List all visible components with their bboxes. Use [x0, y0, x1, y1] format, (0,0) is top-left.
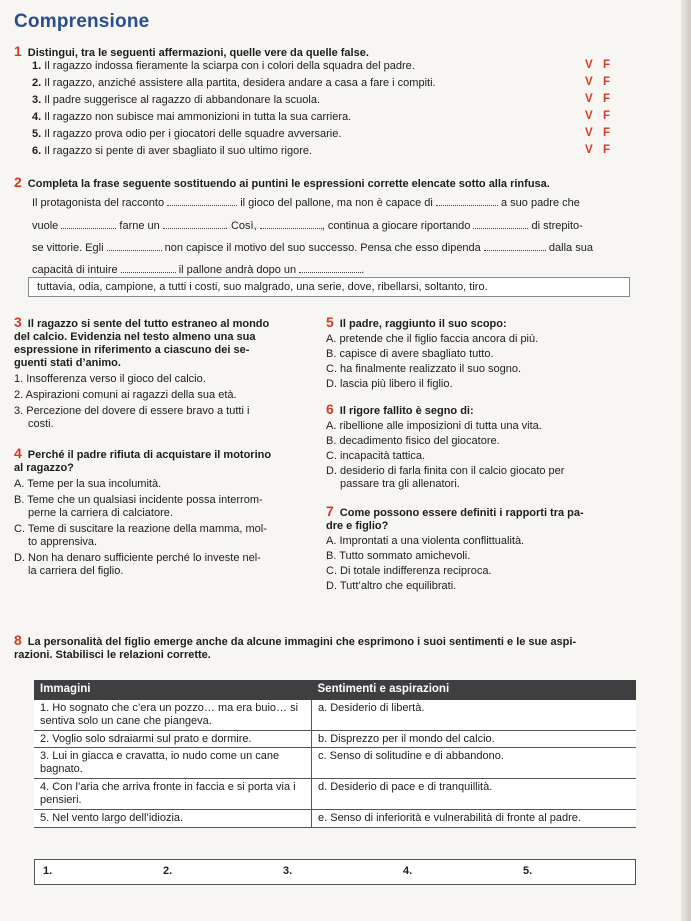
q1-item: 2. Il ragazzo, anziché assistere alla partita, desidera andare a casa a fare i compiti. — [32, 77, 436, 89]
q3-item: 2. Aspirazioni comuni ai ragazzi della sua età. — [14, 388, 237, 401]
q1-item: 4. Il ragazzo non subisce mai ammonizioni in tutta la sua carriera. — [32, 111, 352, 123]
table-row: 4. Con l’aria che arriva fronte in faccia e si porta via i pensieri. d. Desiderio di pace e di tranquillità. — [34, 779, 636, 810]
table-row: 5. Nel vento largo dell’idiozia. e. Senso di inferiorità e vulnerabilità di fronte al padre. — [34, 810, 636, 828]
vf-choice[interactable] — [585, 59, 635, 73]
true-option[interactable]: V — [585, 76, 593, 88]
q3-item: 1. Insofferenza verso il gioco del calcio. — [14, 372, 206, 385]
q2-line-1: Il protagonista del racconto il gioco del pallone, ma non è capace di a suo padre che — [32, 197, 580, 209]
table-row: 2. Voglio solo sdraiarmi sul prato e dormire. b. Disprezzo per il mondo del calcio. — [34, 730, 636, 748]
left-column: 3 Il ragazzo si sente del tutto estraneo al mondo del calcio. Evidenzia nel testo almeno una sua espressione in riferimento a ciascuno dei se- guenti stati d’animo. 1. Insofferenza verso il gioco del calcio. 2. Aspirazioni comuni ai ragazzi della sua età. 3. Percezione del dovere di essere bravo a tutti i costi. 4 Perché il padre rifiuta di acquistare il motorino al ragazzo? A. Teme per la sua incolumità. B. Teme che un qualsiasi incidente possa interrom- perne la carriera di calciatore. C. Teme di suscitare la reazione della mamma, mol- to apprensiva. D. Non ha denaro sufficiente perché lo investe nel- la carriera del figlio. — [14, 314, 314, 577]
q3-heading: 3 Il ragazzo si sente del tutto estraneo al mondo — [14, 314, 270, 330]
fill-blank[interactable] — [260, 219, 322, 229]
q2-line-3: se vittorie. Egli non capisce il motivo del suo successo. Pensa che esso dipenda dalla sua — [32, 242, 593, 254]
q2-line-2: vuole farne un . Così, , continua a giocare riportando di strepito- — [32, 220, 583, 232]
vf-choice[interactable] — [585, 127, 635, 141]
q4-option-b[interactable]: B. Teme che un qualsiasi incidente possa interrom- — [14, 493, 263, 506]
vf-choice[interactable] — [585, 76, 635, 90]
q2-heading: Completa la frase seguente sostituendo ai puntini le espressioni corrette elencate sotto alla rinfusa. — [27, 178, 550, 190]
fill-blank[interactable] — [473, 219, 528, 229]
q1-item: 3. Il padre suggerisce al ragazzo di abbandonare la scuola. — [32, 94, 321, 106]
q8-heading-row: 8 La personalità del figlio emerge anche da alcune immagini che esprimono i suoi sentimenti e le sue aspi- razioni. Stabilisci le relazioni corrette. — [14, 632, 577, 661]
fill-blank[interactable] — [436, 196, 498, 206]
q6-option-a[interactable]: A. ribellione alle imposizioni di tutta una vita. — [326, 419, 542, 432]
vf-choice[interactable] — [585, 144, 635, 158]
q5-option-d[interactable]: D. lascia più libero il figlio. — [326, 377, 453, 390]
q5-heading: 5 Il padre, raggiunto il suo scopo: — [326, 314, 507, 330]
q1-heading: Distingui, tra le seguenti affermazioni, quelle vere da quelle false. — [27, 47, 369, 59]
page-spine — [681, 0, 691, 921]
answer-slot[interactable]: 3. — [283, 865, 293, 877]
table-header — [34, 680, 636, 700]
true-option[interactable]: V — [585, 127, 593, 139]
q4-option-a[interactable]: A. Teme per la sua incolumità. — [14, 477, 162, 490]
answer-slot[interactable]: 5. — [523, 865, 533, 877]
q5-option-c[interactable]: C. ha finalmente realizzato il suo sogno. — [326, 362, 522, 375]
q7-heading: 7 Come possono essere definiti i rapporti tra pa- — [326, 502, 584, 519]
true-option[interactable]: V — [585, 110, 593, 122]
answer-slot[interactable]: 1. — [43, 865, 53, 877]
fill-blank[interactable] — [299, 263, 361, 273]
right-column: 5 Il padre, raggiunto il suo scopo: A. pretende che il figlio faccia ancora di più. B. capisce di avere sbagliato tutto. C. ha finalmente realizzato il suo sogno. D. lascia più libero il figlio. 6 Il rigore fallito è segno di: A. ribellione alle imposizioni di tutta una vita. B. decadimento fisico del giocatore. C. incapacità tattica. D. desiderio di farla finita con il calcio giocato per passare tra gli allenatori. 7 Come possono essere definiti i rapporti tra pa- dre e figlio? A. Improntati a una violenta conflittualità. B. Tutto sommato amichevoli. C. Di totale indifferenza reciproca. D. Tutt’altro che equilibrati. — [326, 314, 636, 592]
relations-table — [34, 680, 636, 828]
answer-slot[interactable]: 4. — [403, 865, 413, 877]
fill-blank[interactable] — [484, 241, 546, 251]
q7-option-a[interactable]: A. Improntati a una violenta conflittualità. — [326, 534, 525, 547]
table-row: 3. Lui in giacca e cravatta, io nudo come un cane bagnato. c. Senso di solitudine e di abbandono. — [34, 748, 636, 779]
false-option[interactable]: F — [603, 76, 611, 88]
q6-heading: 6 Il rigore fallito è segno di: — [326, 400, 474, 417]
q7-option-c[interactable]: C. Di totale indifferenza reciproca. — [326, 564, 492, 577]
q2-line-4: capacità di intuire il pallone andrà dopo un . — [32, 264, 365, 276]
q1-item: 5. Il ragazzo prova odio per i giocatori delle squadre avversarie. — [32, 128, 342, 140]
q5-option-b[interactable]: B. capisce di avere sbagliato tutto. — [326, 347, 494, 360]
q1-item: 6. Il ragazzo si pente di aver sbagliato il suo ultimo rigore. — [32, 145, 313, 157]
fill-blank[interactable] — [167, 196, 237, 206]
q2-heading-row — [14, 174, 550, 191]
q4-option-c[interactable]: C. Teme di suscitare la reazione della mamma, mol- — [14, 522, 267, 535]
q4-option-d[interactable]: D. Non ha denaro sufficiente perché lo investe nel- — [14, 551, 261, 564]
q3-item: 3. Percezione del dovere di essere bravo a tutti i — [14, 404, 250, 417]
q7-option-d[interactable]: D. Tutt’altro che equilibrati. — [326, 579, 457, 592]
false-option[interactable]: F — [603, 93, 611, 105]
q1-heading-row — [14, 43, 369, 60]
q2-number: 2 — [14, 174, 22, 190]
answer-row — [34, 859, 636, 885]
q5-option-a[interactable]: A. pretende che il figlio faccia ancora di più. — [326, 332, 539, 345]
word-bank: tuttavia, odia, campione, a tutti i costi, suo malgrado, una serie, dove, ribellarsi, soltanto, tiro. — [28, 277, 630, 297]
answer-slot[interactable]: 2. — [163, 865, 173, 877]
q1-number: 1 — [14, 43, 22, 59]
true-option[interactable]: V — [585, 93, 593, 105]
fill-blank[interactable] — [61, 219, 116, 229]
false-option[interactable]: F — [603, 59, 611, 71]
fill-blank[interactable] — [121, 263, 176, 273]
false-option[interactable]: F — [603, 110, 611, 122]
q7-option-b[interactable]: B. Tutto sommato amichevoli. — [326, 549, 471, 562]
fill-blank[interactable] — [107, 241, 162, 251]
false-option[interactable]: F — [603, 127, 611, 139]
q6-option-b[interactable]: B. decadimento fisico del giocatore. — [326, 434, 500, 447]
q8-number: 8 — [14, 632, 22, 648]
column-header-images: Immagini — [34, 680, 312, 700]
true-option[interactable]: V — [585, 144, 593, 156]
q6-option-d[interactable]: D. desiderio di farla finita con il calcio giocato per — [326, 464, 565, 477]
q1-item: 1. Il ragazzo indossa fieramente la sciarpa con i colori della squadra del padre. — [32, 60, 415, 72]
page-title: Comprensione — [14, 11, 150, 32]
vf-choice[interactable] — [585, 93, 635, 107]
fill-blank[interactable] — [163, 219, 225, 229]
q4-heading: 4 Perché il padre rifiuta di acquistare il motorino — [14, 444, 272, 461]
true-option[interactable]: V — [585, 59, 593, 71]
table-row: 1. Ho sognato che c’era un pozzo… ma era buio… si sentiva solo un cane che piangeva. a. Desiderio di libertà. — [34, 700, 636, 730]
q8-heading: La personalità del figlio emerge anche da alcune immagini che esprimono i suoi sentimenti e le sue aspi- — [27, 636, 577, 648]
column-header-feelings: Sentimenti e aspirazioni — [312, 680, 637, 700]
vf-choice[interactable] — [585, 110, 635, 124]
q6-option-c[interactable]: C. incapacità tattica. — [326, 449, 426, 462]
false-option[interactable]: F — [603, 144, 611, 156]
